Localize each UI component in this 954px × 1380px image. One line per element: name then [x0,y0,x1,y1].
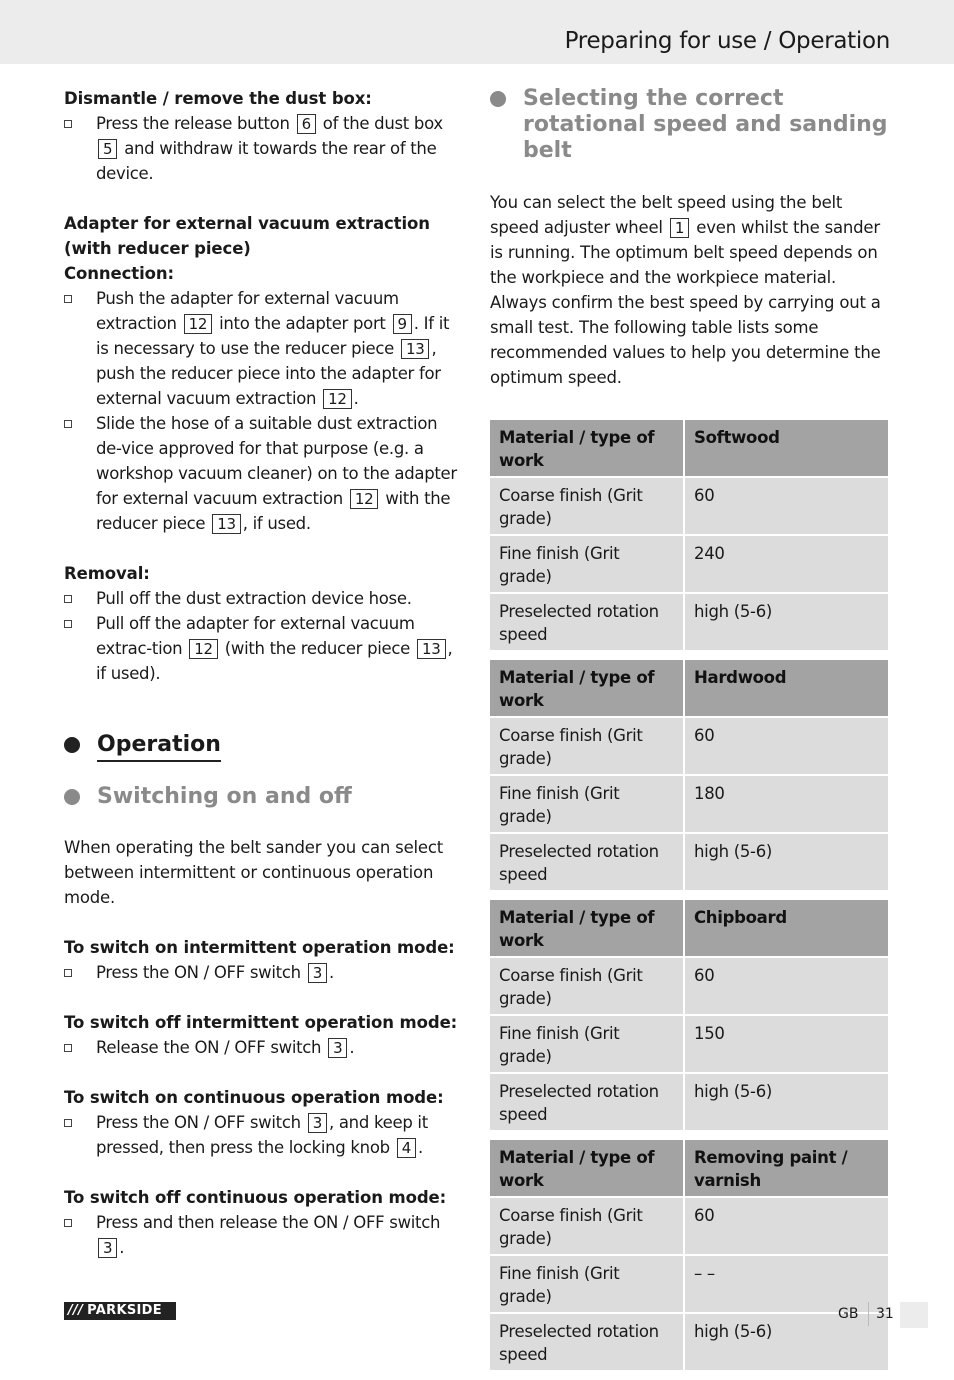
bullet-dot-icon [64,737,80,753]
list-item: Pull off the adapter for external vacuum extrac-tion 12 (with the reducer piece 13 , if used). [64,611,464,686]
part-ref: 12 [184,314,213,334]
table-row: Coarse finish (Grit grade) 60 [490,1196,888,1254]
list-item: Slide the hose of a suitable dust extraction de-vice approved for that purpose (e.g. a workshop vacuum cleaner) on to the adapter for external vacuum extraction 12 with the reducer piece 13 , if used. [64,411,464,536]
bullet-box-icon [64,1119,72,1127]
speed-table-softwood: Material / type of work Softwood Coarse finish (Grit grade) 60 Fine finish (Grit grade) 240 Preselected rotation speed high (5-6) [490,420,890,650]
page-header-bar [0,0,954,64]
bullet-box-icon [64,1219,72,1227]
part-ref: 3 [328,1038,347,1058]
part-ref: 3 [308,1113,327,1133]
list-item: Press the ON / OFF switch 3 , and keep it pressed, then press the locking knob 4 . [64,1110,464,1160]
adapter-heading: Adapter for external vacuum extraction (with reducer piece) [64,214,430,258]
part-ref: 1 [670,218,689,238]
footer-divider [868,1302,869,1326]
page-title: Preparing for use / Operation [564,28,890,54]
table-row: Coarse finish (Grit grade) 60 [490,476,888,534]
table-row: Coarse finish (Grit grade) 60 [490,956,888,1014]
part-ref: 3 [308,963,327,983]
table-row: Preselected rotation speed high (5-6) [490,1312,888,1370]
table-row: Fine finish (Grit grade) 240 [490,534,888,592]
table-row: Coarse finish (Grit grade) 60 [490,716,888,774]
logo-stripes-icon: /// [68,1303,84,1318]
part-ref: 12 [189,639,218,659]
speed-table-hardwood: Material / type of work Hardwood Coarse finish (Grit grade) 60 Fine finish (Grit grade) 180 Preselected rotation speed high (5-6) [490,660,890,890]
bullet-dot-icon [490,91,506,107]
dismantle-heading: Dismantle / remove the dust box: [64,89,372,108]
list-item: Press and then release the ON / OFF switch 3 . [64,1210,464,1260]
part-ref: 12 [350,489,379,509]
bullet-box-icon [64,420,72,428]
s4-heading: To switch off continuous operation mode: [64,1188,447,1207]
removal-heading: Removal: [64,564,150,583]
language-code: GB [838,1306,859,1322]
list-item: Release the ON / OFF switch 3 . [64,1035,464,1060]
speed-table-paint: Material / type of work Removing paint / varnish Coarse finish (Grit grade) 60 Fine finish (Grit grade) – – Preselected rotation speed high (5-6) [490,1140,890,1370]
part-ref: 13 [401,339,430,359]
bullet-box-icon [64,620,72,628]
footer-tab [900,1302,928,1328]
speed-section-heading: Selecting the correct rotational speed and sanding belt [490,86,890,164]
list-item: Pull off the dust extraction device hose. [64,586,464,611]
left-column [64,86,464,1260]
table-row: Preselected rotation speed high (5-6) [490,1072,888,1130]
connection-heading: Connection: [64,264,175,283]
s3-heading: To switch on continuous operation mode: [64,1088,444,1107]
list-item: Press the ON / OFF switch 3 . [64,960,464,985]
switching-paragraph: When operating the belt sander you can select between intermittent or continuous operation mode. [64,838,444,907]
speed-table-chipboard: Material / type of work Chipboard Coarse finish (Grit grade) 60 Fine finish (Grit grade) 150 Preselected rotation speed high (5-6) [490,900,890,1130]
bullet-box-icon [64,295,72,303]
bullet-box-icon [64,1044,72,1052]
table-row: Preselected rotation speed high (5-6) [490,832,888,890]
part-ref: 6 [297,114,316,134]
list-item: Press the release button 6 of the dust box 5 and withdraw it towards the rear of the device. [64,111,464,186]
bullet-box-icon [64,969,72,977]
table-row: Fine finish (Grit grade) 150 [490,1014,888,1072]
part-ref: 13 [212,514,241,534]
speed-intro-paragraph: You can select the belt speed using the belt speed adjuster wheel 1 even whilst the sander is running. The optimum belt speed depends on the workpiece and the workpiece material. Always confirm the best speed by carrying out a small test. The following table lists some recommended values to help you determine the optimum speed. [490,193,881,387]
switching-heading: Switching on and off [64,784,464,810]
bullet-dot-icon [64,789,80,805]
parkside-logo: /// PARKSIDE [64,1302,176,1320]
right-column [490,86,890,1380]
part-ref: 4 [397,1138,416,1158]
part-ref: 9 [393,314,412,334]
page-number: 31 [876,1306,894,1322]
table-row: Fine finish (Grit grade) – – [490,1254,888,1312]
table-row: Preselected rotation speed high (5-6) [490,592,888,650]
s2-heading: To switch off intermittent operation mode: [64,1013,458,1032]
bullet-box-icon [64,120,72,128]
table-row: Fine finish (Grit grade) 180 [490,774,888,832]
bullet-box-icon [64,595,72,603]
s1-heading: To switch on intermittent operation mode: [64,938,455,957]
part-ref: 13 [417,639,446,659]
operation-heading: Operation [64,732,464,762]
part-ref: 5 [98,139,117,159]
list-item: Push the adapter for external vacuum extraction 12 into the adapter port 9 . If it is necessary to use the reducer piece 13 , push the reducer piece into the adapter for external vacuum extraction 12 . [64,286,464,411]
part-ref: 3 [98,1238,117,1258]
part-ref: 12 [323,389,352,409]
